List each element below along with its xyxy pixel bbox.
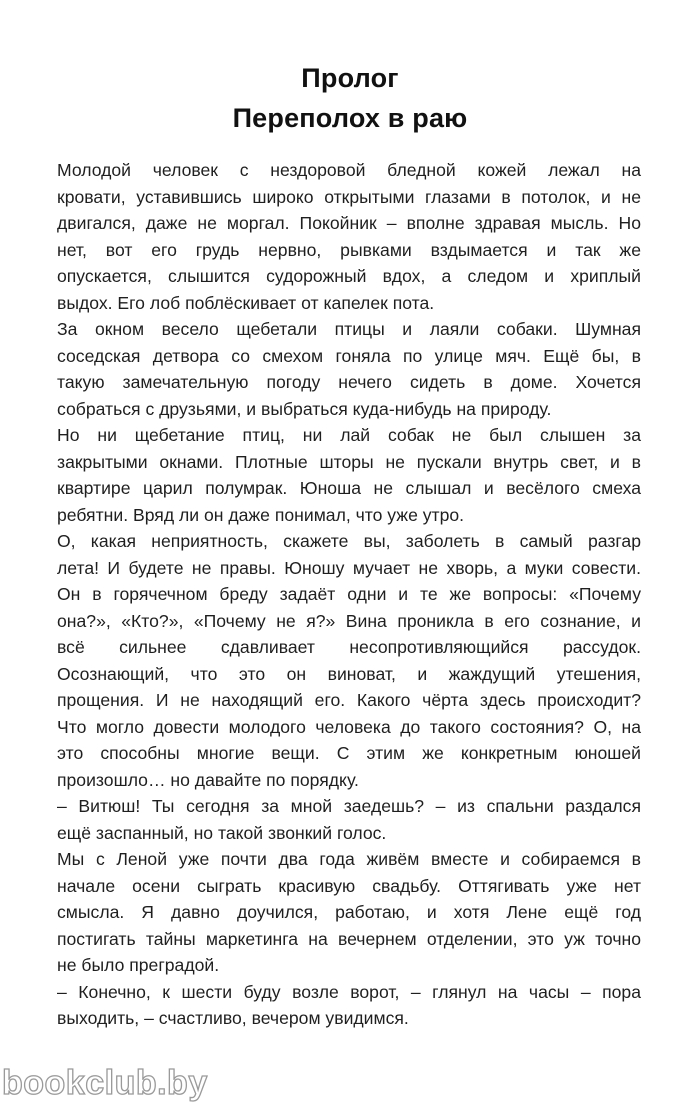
text-line: прощения. И не находящий его. Какого чёрта здесь происходит? [57,690,641,710]
text-line: постигать тайны маркетинга на вечернем отделении, это уж точно [57,928,641,949]
text-line: соседская детвора со смехом гоняла по улице мяч. Ещё бы, в [57,345,641,366]
text-line: это способны многие вещи. С этим же конкретным юношей [57,743,641,763]
text-line: – Витюш! Ты сегодня за мной заедешь? – из спальни раздался [57,796,641,816]
text-line: всё сильнее сдавливает несопротивляющийся рассудок. [57,637,641,657]
watermark-logo: bookclub.by [2,1064,208,1102]
text-line: лета! И будете не правы. Юношу мучает не хворь, а муки совести. [57,557,641,578]
text-line: собраться с друзьями, и выбраться куда-нибудь на природу. [57,398,552,419]
text-line: О, какая неприятность, скажете вы, заболеть в самый разгар [57,531,641,551]
chapter-subtitle: Переполох в раю [232,103,468,133]
text-line: Осознающий, что это он виноват, и жаждущий утешения, [57,663,641,684]
text-line: произошло… но давайте по порядку. [57,769,359,790]
text-line: такую замечательную погоду нечего сидеть в доме. Хочется [57,372,641,392]
paragraph [57,528,641,793]
text-line: ребятни. Вряд ли он даже понимал, что уже утро. [57,504,465,525]
paragraph [57,157,641,316]
text-line: нет, вот его грудь нервно, рывками вздымается и так же [57,239,641,260]
body-text [57,157,641,1032]
text-line: опускается, слышится судорожный вдох, а следом и хриплый [57,266,641,286]
text-line: двигался, даже не моргал. Покойник – вполне здравая мысль. Но [57,213,641,233]
text-line: закрытыми окнами. Плотные шторы не пускали внутрь свет, и в [57,451,641,472]
text-line: Мы с Леной уже почти два года живём вместе и собираемся в [57,849,641,869]
text-line: выходить, – счастливо, вечером увидимся. [57,1008,409,1028]
text-line: квартире царил полумрак. Юноша не слышал и весёлого смеха [57,478,641,498]
text-line: выдох. Его лоб поблёскивает от капелек пота. [57,292,435,313]
text-line: ещё заспанный, но такой звонкий голос. [57,822,387,843]
chapter-heading [0,58,700,138]
text-line: Молодой человек с нездоровой бледной кожей лежал на [57,160,641,180]
paragraph [57,793,641,846]
text-line: Что могло довести молодого человека до такого состояния? О, на [57,716,641,737]
paragraph [57,316,641,422]
text-line: смысла. Я давно доучился, работаю, и хотя Лене ещё год [57,902,641,922]
paragraph [57,979,641,1032]
text-line: начале осени сыграть красивую свадьбу. Оттягивать уже нет [57,875,641,896]
text-line: Он в горячечном бреду задаёт одни и те же вопросы: «Почему [57,584,641,604]
text-line: – Конечно, к шести буду возле ворот, – глянул на часы – пора [57,981,641,1002]
paragraph [57,846,641,979]
chapter-title: Пролог [301,63,399,93]
text-line: За окном весело щебетали птицы и лаяли собаки. Шумная [57,319,641,339]
text-line: она?», «Кто?», «Почему не я?» Вина проникла в его сознание, и [57,610,641,631]
paragraph [57,422,641,528]
text-line: Но ни щебетание птиц, ни лай собак не был слышен за [57,425,641,445]
text-line: не было преградой. [57,955,220,975]
text-line: кровати, уставившись широко открытыми глазами в потолок, и не [57,186,641,207]
